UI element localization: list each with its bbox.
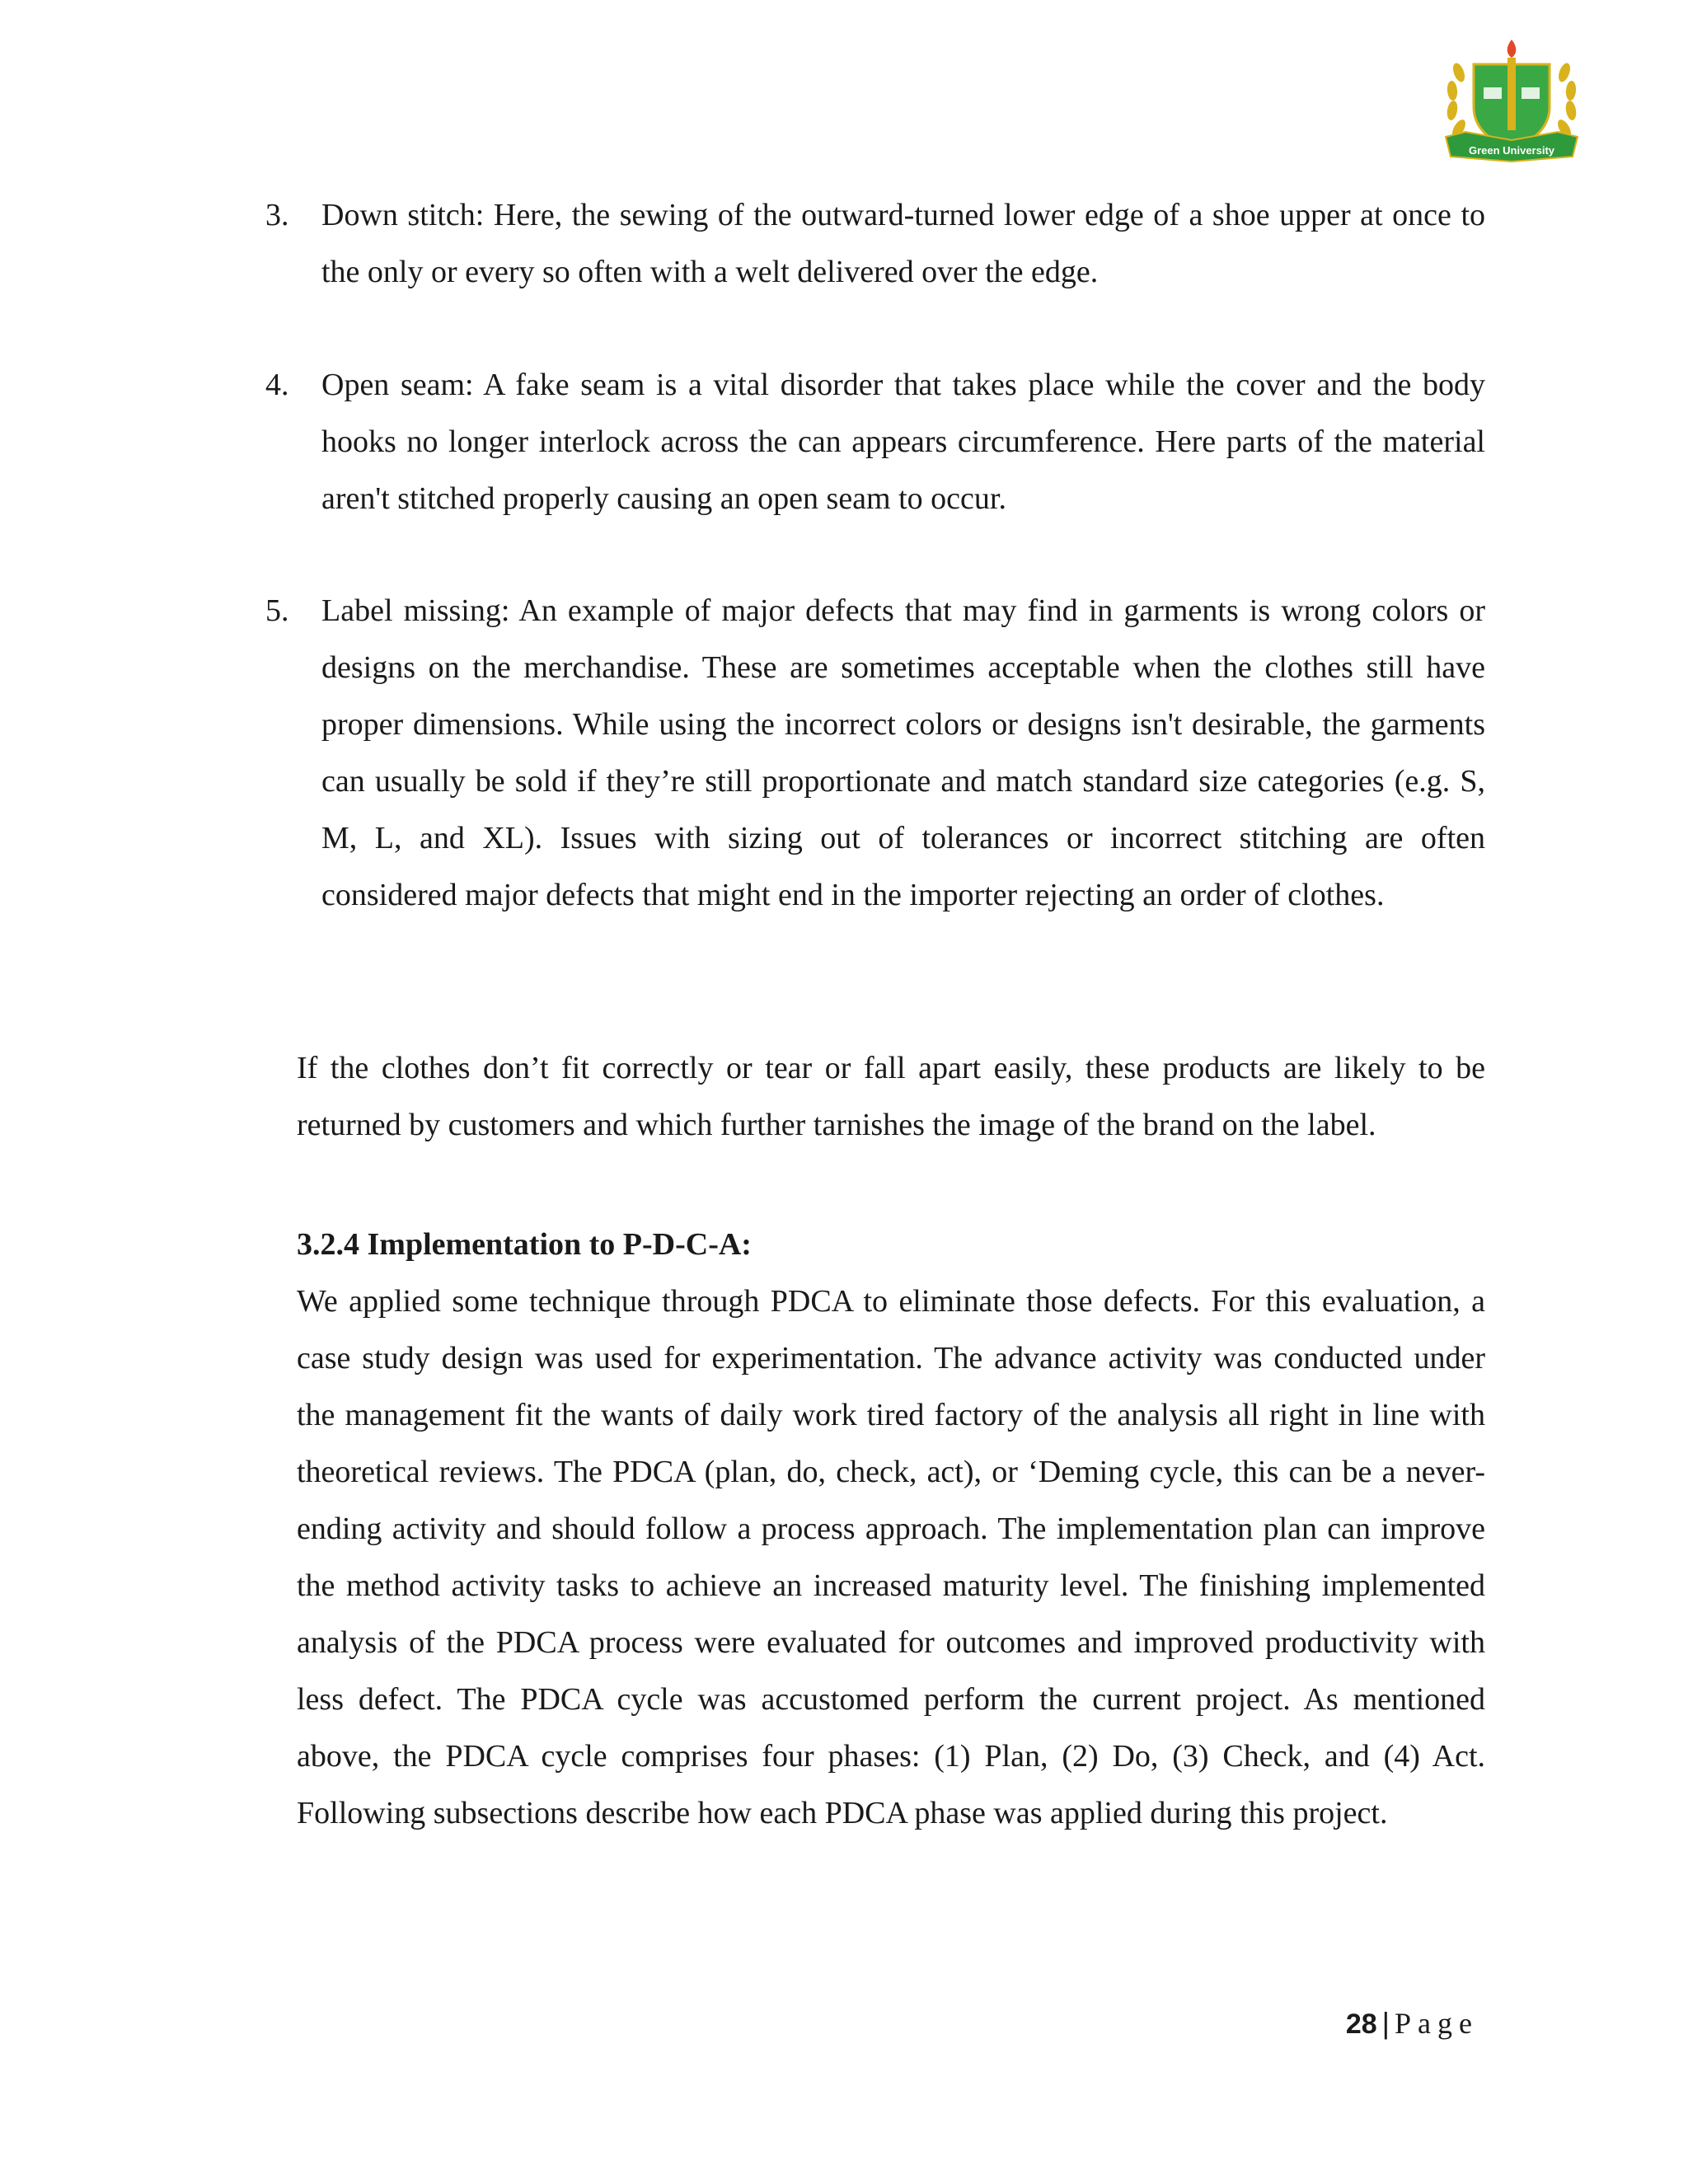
page-number: 28	[1345, 2008, 1377, 2040]
page-footer	[1346, 2003, 1479, 2045]
list-number: 5.	[265, 593, 289, 628]
symbol-icon	[1522, 87, 1540, 99]
torch-flame-icon	[1507, 40, 1517, 58]
footer-separator: |	[1381, 2006, 1390, 2040]
summary-paragraph	[297, 1040, 1485, 1154]
section-heading: 3.2.4 Implementation to P-D-C-A:	[297, 1227, 752, 1262]
list-item-3	[265, 187, 1485, 301]
list-item-5	[265, 583, 1485, 924]
list-number: 4.	[265, 368, 289, 402]
torch-icon	[1507, 58, 1516, 130]
page-word: Page	[1395, 2007, 1479, 2040]
list-item-text: Down stitch: Here, the sewing of the outward-turned lower edge of a shoe upper at once to the only or every so often with a welt delivered over the edge.	[321, 198, 1485, 289]
list-number: 3.	[265, 198, 289, 232]
section-body	[297, 1273, 1485, 1842]
list-item-text: Label missing: An example of major defects that may find in garments is wrong colors or designs on the merchandise. These are sometimes acceptable when the clothes still have proper dimensions. While using the incorrect colors or designs isn't desirable, the garments can usually be sold if they’re still proportionate and match standard size categories (e.g. S, M, L, and XL). Issues with sizing out of tolerances or incorrect stitching are often considered major defects that might end in the importer rejecting an order of clothes.	[321, 593, 1485, 912]
section-body-text: We applied some technique through PDCA to eliminate those defects. For this evaluation, a case study design was used for experimentation. The advance activity was conducted under the management fit the wants of daily work tired factory of the analysis all right in line with theoretical reviews. The PDCA (plan, do, check, act), or ‘Deming cycle, this can be a never-ending activity and should follow a process approach. The implementation plan can improve the method activity tasks to achieve an increased maturity level. The finishing implemented analysis of the PDCA process were evaluated for outcomes and improved productivity with less defect. The PDCA cycle was accustomed perform the current project. As mentioned above, the PDCA cycle comprises four phases: (1) Plan, (2) Do, (3) Check, and (4) Act. Following subsections describe how each PDCA phase was applied during this project.	[297, 1284, 1485, 1830]
paragraph-text: If the clothes don’t fit correctly or tear or fall apart easily, these products are likely to be returned by customers and which further tarnishes the image of the brand on the label.	[297, 1051, 1485, 1142]
green-university-logo	[1441, 36, 1582, 168]
list-item-4	[265, 357, 1485, 527]
book-icon	[1484, 87, 1502, 99]
logo-text: Green University	[1468, 144, 1555, 157]
list-item-text: Open seam: A fake seam is a vital disorder that takes place while the cover and the body hooks no longer interlock across the can appears circumference. Here parts of the material aren't stitched properly causing an open seam to occur.	[321, 368, 1485, 516]
